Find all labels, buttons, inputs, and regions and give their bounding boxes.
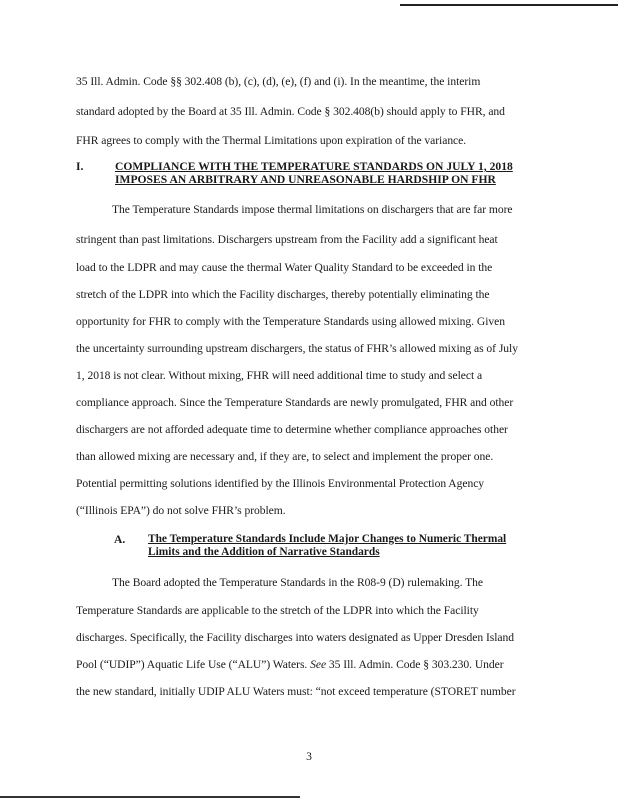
- body-text-line: (“Illinois EPA”) do not solve FHR’s problem.: [76, 504, 286, 517]
- body-text-line: stringent than past limitations. Dischargers upstream from the Facility add a significant heat: [76, 233, 498, 246]
- body-text-line: The Temperature Standards impose thermal limitations on dischargers that are far more: [112, 203, 513, 216]
- body-text-line: stretch of the LDPR into which the Facility discharges, thereby potentially eliminating the: [76, 288, 490, 301]
- body-text-line: dischargers are not afforded adequate time to determine whether compliance approaches other: [76, 423, 508, 436]
- subsection-letter: A.: [114, 533, 126, 546]
- section-heading-line: IMPOSES AN ARBITRARY AND UNREASONABLE HARDSHIP ON FHR: [115, 173, 496, 186]
- body-text-line: the uncertainty surrounding upstream dischargers, the status of FHR’s allowed mixing as of July: [76, 342, 518, 355]
- section-heading-line: COMPLIANCE WITH THE TEMPERATURE STANDARDS ON JULY 1, 2018: [115, 160, 513, 173]
- body-text-line: load to the LDPR and may cause the thermal Water Quality Standard to be exceeded in the: [76, 261, 493, 274]
- body-text-line: [76, 658, 504, 671]
- scan-edge-mark: [0, 796, 300, 798]
- body-text-line: The Board adopted the Temperature Standards in the R08-9 (D) rulemaking. The: [112, 576, 484, 589]
- body-text-line: than allowed mixing are necessary and, if they are, to select and implement the proper one.: [76, 450, 494, 463]
- section-number: I.: [76, 160, 84, 173]
- body-text-segment: 35 Ill. Admin. Code § 303.230. Under: [326, 658, 504, 671]
- body-text-line: Temperature Standards are applicable to the stretch of the LDPR into which the Facility: [76, 604, 479, 617]
- scan-edge-mark: [400, 4, 618, 6]
- body-text-line: opportunity for FHR to comply with the Temperature Standards using allowed mixing. Given: [76, 315, 505, 328]
- body-text-line: discharges. Specifically, the Facility discharges into waters designated as Upper Dresden Island: [76, 631, 514, 644]
- body-text-line: compliance approach. Since the Temperature Standards are newly promulgated, FHR and other: [76, 396, 514, 409]
- body-text-line: Potential permitting solutions identified by the Illinois Environmental Protection Agency: [76, 477, 485, 490]
- body-text-segment: Pool (“UDIP”) Aquatic Life Use (“ALU”) Waters.: [76, 658, 311, 671]
- body-text-line: standard adopted by the Board at 35 Ill. Admin. Code § 302.408(b) should apply to FHR, and: [76, 105, 505, 118]
- page-number: 3: [306, 750, 312, 763]
- body-text-line: 35 Ill. Admin. Code §§ 302.408 (b), (c), (d), (e), (f) and (i). In the meantime, the interim: [76, 75, 481, 88]
- subsection-heading-line: Limits and the Addition of Narrative Standards: [148, 546, 380, 558]
- citation-signal: See: [310, 658, 327, 671]
- body-text-line: the new standard, initially UDIP ALU Waters must: “not exceed temperature (STORET number: [76, 685, 516, 698]
- body-text-line: 1, 2018 is not clear. Without mixing, FHR will need additional time to study and select a: [76, 369, 483, 382]
- subsection-heading-line: The Temperature Standards Include Major Changes to Numeric Thermal: [148, 533, 507, 545]
- body-text-line: FHR agrees to comply with the Thermal Limitations upon expiration of the variance.: [76, 134, 467, 147]
